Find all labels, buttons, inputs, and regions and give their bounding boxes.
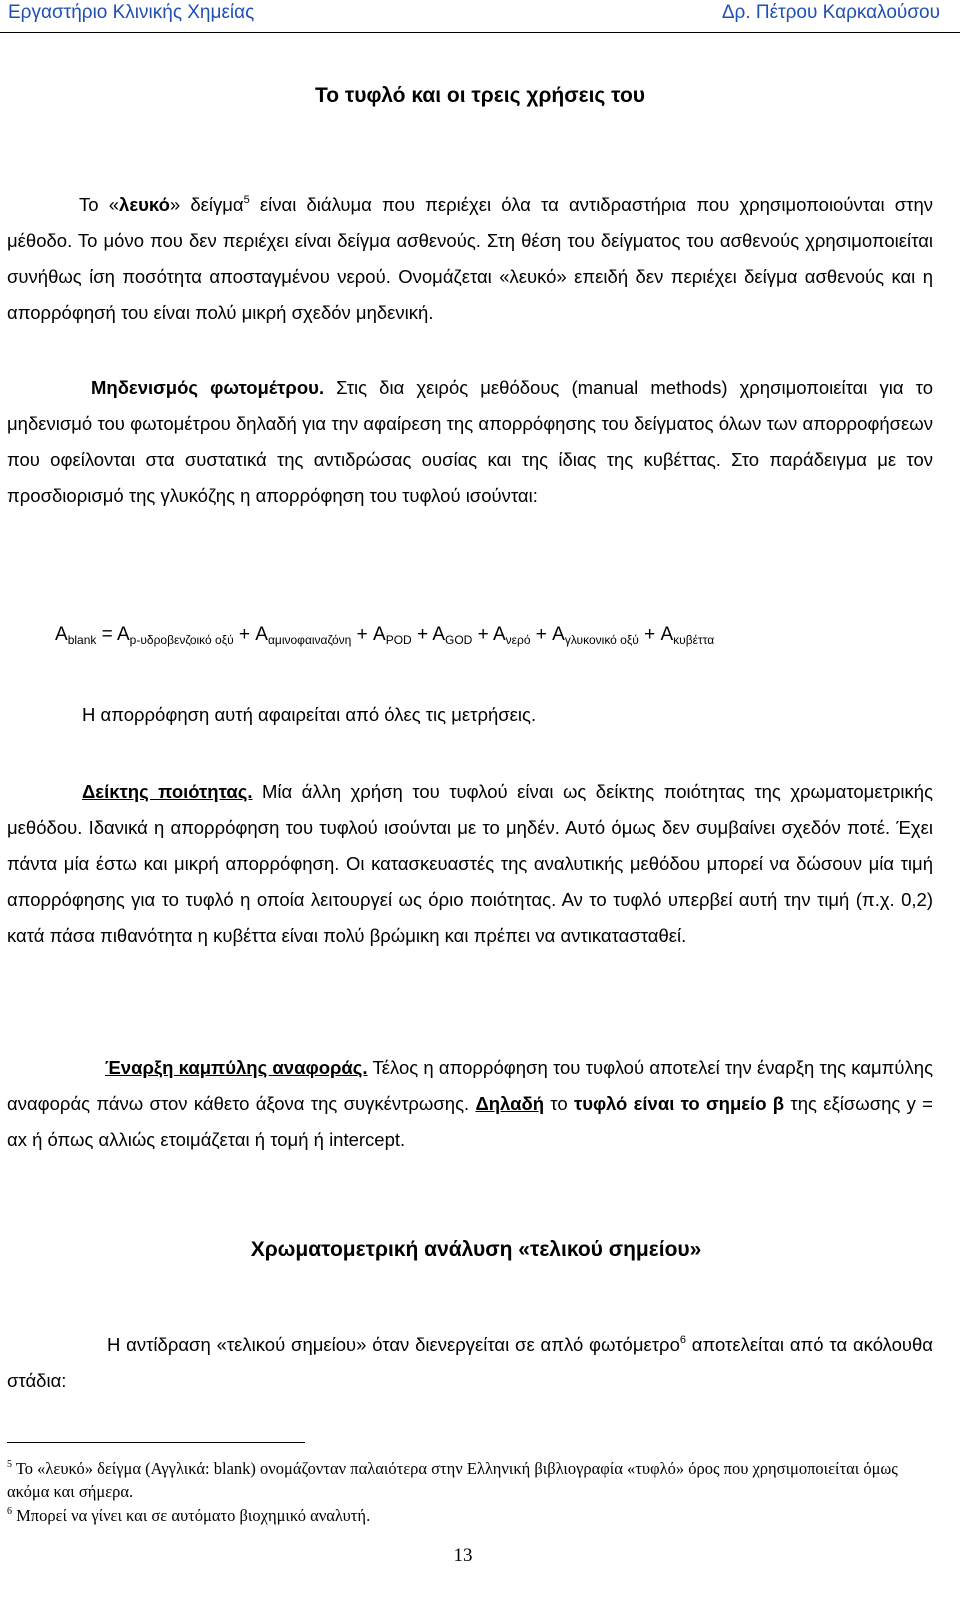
footnote-text: Μπορεί να γίνει και σε αυτόματο βιοχημικό αναλυτή. [12,1506,371,1525]
paragraph-reference-curve [7,1050,933,1158]
footnote-ref-5[interactable]: 5 [243,194,250,206]
page-number: 13 [453,1545,473,1566]
text-run: Το « [79,194,120,215]
paragraph-photometer-zeroing [7,370,933,514]
text-run: Στις δια χειρός μεθόδους (manual methods) χρησιμοποιείται για το μηδενισμό του φωτομέτρου δηλαδή για την αφαίρεση της απορρόφησης του δείγματος όλων των απορροφήσεων που οφείλονται στα συστατικά της αντιδρώσας ουσίας και της ίδιας της κυβέττας. Στο παράδειγμα με τον προσδιορισμό της γλυκόζης η απορρόφηση του τυφλού ισούνται: [7,377,933,506]
footnote-ref-6[interactable]: 6 [679,1334,686,1346]
blank-absorbance-formula: $A_{blank} = A_{p-\upsilon\delta\rho o\beta\varepsilon\nu\zeta o\iota\kappa ό o\xi ύ} + A_{\alpha\mu\iota\nu o\varphi\alpha\iota\nu\alpha\zeta ό\nu\eta} + A_{POD} + A_{GOD} + A_{\nu\varepsilon\rho ό} + A_{\gamma\lambda\upsilon\kappa o\nu\iota\kappa ό o\xi ύ} + A_{\kappa\upsilon\beta έ\tau\tau\alpha}$ [55,624,715,647]
section-title: Χρωματομετρική ανάλυση «τελικού σημείου» [250,1238,702,1261]
text-run: » δείγμα [169,194,244,215]
footnote-number: 5 [7,1459,12,1470]
footnote-5 [7,1453,927,1503]
text-run: Μία άλλη χρήση του τυφλού είναι ως δείκτης ποιότητας της χρωματομετρικής μεθόδου. Ιδανικά η απορρόφηση του τυφλού ισούνται με το μηδέν. Αυτό όμως δεν συμβαίνει σχεδόν ποτέ. Έχει πάντα μία έστω και μικρή απορρόφηση. Οι κατασκευαστές της αναλυτικής μεθόδου μπορεί να δώσουν μία τιμή απορρόφησης για το τυφλό η οποία λειτουργεί ως όριο ποιότητας. Αν το τυφλό υπερβεί αυτή την τιμή (π.χ. 0,2) κατά πάσα πιθανότητα η κυβέττα είναι πολύ βρώμικη και πρέπει να αντικατασταθεί. [7,781,933,946]
footnote-number: 6 [7,1506,12,1517]
text-run: το [544,1093,574,1114]
paragraph-quality-indicator [7,774,933,954]
text-run: Η αντίδραση «τελικού σημείου» όταν διενεργείται σε απλό φωτόμετρο [107,1334,680,1355]
header-lab-name: Εργαστήριο Κλινικής Χημείας [8,2,255,23]
heading-quality-indicator: Δείκτης ποιότητας. [82,781,253,802]
page-title: Το τυφλό και οι τρεις χρήσεις του [314,84,646,107]
text-run-bold: τυφλό είναι το σημείο β [573,1093,785,1114]
subtraction-note: Η απορρόφηση αυτή αφαιρείται από όλες τις μετρήσεις. [82,704,537,725]
paragraph-endpoint-reaction [7,1322,933,1399]
footnote-divider [7,1442,305,1443]
heading-zeroing: Μηδενισμός φωτομέτρου. [91,377,325,398]
footnote-6 [7,1500,927,1527]
running-header [0,0,960,33]
term-blank: λευκό [119,194,170,215]
text-run: Τέλος η απορρόφηση του τυφλού αποτελεί την έναρξη της καμπύλης αναφοράς πάνω στον κάθετο άξονα της συγκέντρωσης. [7,1057,933,1114]
footnote-text: Το «λευκό» δείγμα (Αγγλικά: blank) ονομάζονταν παλαιότερα στην Ελληνική βιβλιογραφία «τυφλό» όρος που χρησιμοποιείται όμως ακόμα και σήμερα. [7,1459,898,1501]
text-run-underlined: Δηλαδή [475,1093,544,1114]
text-run: αποτελείται από τα ακόλουθα στάδια: [7,1334,933,1391]
paragraph-blank-definition [7,182,933,331]
text-run: είναι διάλυμα που περιέχει όλα τα αντιδραστήρια που χρησιμοποιούνται στην μέθοδο. Το μόνο που δεν περιέχει είναι δείγμα ασθενούς. Στη θέση του δείγματος του ασθενούς χρησιμοποιείται συνήθως ίση ποσότητα αποσταγμένου νερού. Ονομάζεται «λευκό» επειδή δεν περιέχει δείγμα ασθενούς και η απορρόφησή του είναι πολύ μικρή σχεδόν μηδενική. [7,194,933,323]
text-run: της εξίσωσης y = αx ή όπως αλλιώς ετοιμάζεται ή τομή ή intercept. [7,1093,933,1150]
heading-reference-curve: Έναρξη καμπύλης αναφοράς. [105,1057,368,1078]
header-author: Δρ. Πέτρου Καρκαλούσου [721,2,940,23]
